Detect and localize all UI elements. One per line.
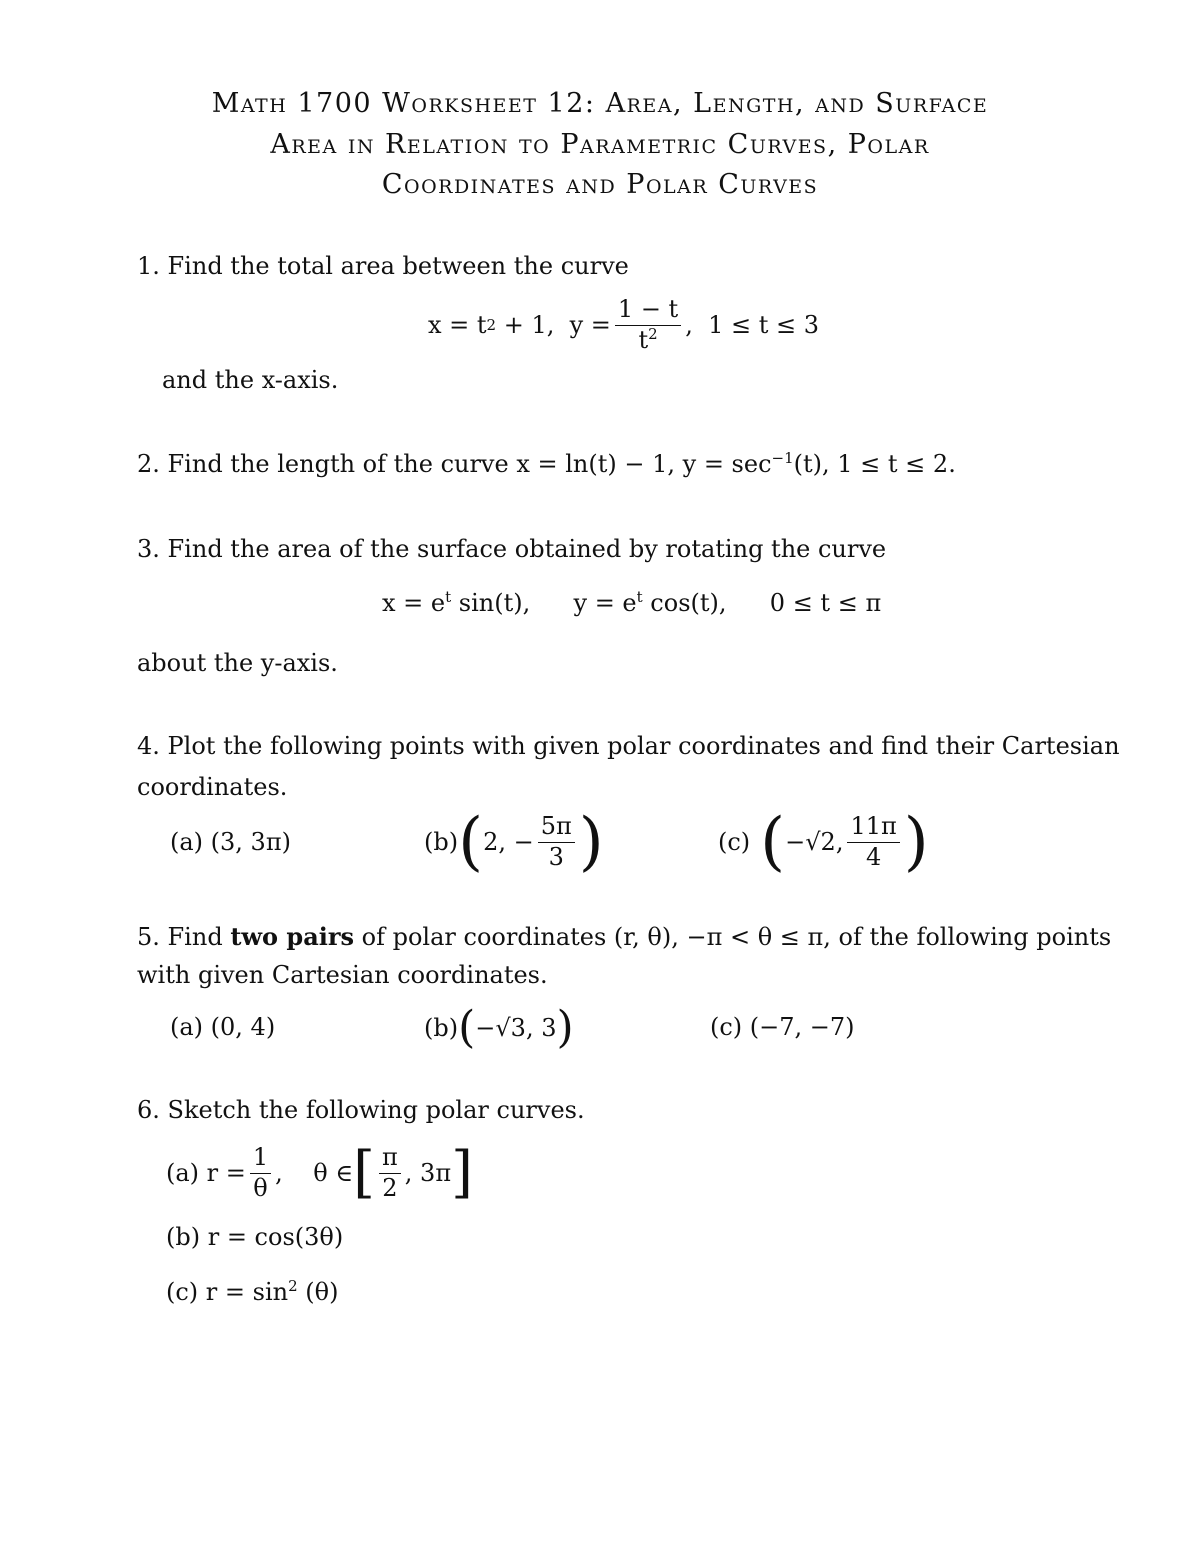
p6-a-int-den: 2 <box>382 1173 398 1202</box>
p6-a-mid: , θ ∈ <box>275 1159 354 1187</box>
p6-a-fraction <box>250 1145 271 1200</box>
p4-c-fraction <box>847 814 899 869</box>
p1-fraction <box>615 297 681 352</box>
p4-b-pre: 2, − <box>483 828 534 856</box>
p6-c-a: (c) r = sin <box>166 1278 289 1306</box>
p6-a-int-rest: , 3π <box>404 1159 452 1187</box>
p5-line1-b: of polar coordinates (r, θ), −π < θ ≤ π, of the following points <box>354 923 1112 951</box>
p6-a-rbracket: ] <box>451 1140 473 1205</box>
p4-c-pre: −√2, <box>785 828 844 856</box>
title-line-1: Math 1700 Worksheet 12: Area, Length, and Surface <box>211 88 989 119</box>
problem-6-part-c <box>166 1278 338 1306</box>
problem-5-line-2: with given Cartesian coordinates. <box>137 961 548 989</box>
p4-c-den: 4 <box>865 842 882 871</box>
p1-frac-den: t <box>638 325 649 354</box>
p4-c-label: (c) <box>718 828 751 856</box>
p6-c-b: (θ) <box>297 1278 339 1306</box>
p3-eq-t: 0 ≤ t ≤ π <box>769 589 882 617</box>
p3-eq-y: y = e <box>573 589 637 617</box>
p6-a-num: 1 <box>250 1145 271 1173</box>
p3-eq-x: x = e <box>382 589 446 617</box>
problem-3-equation <box>382 589 881 617</box>
problem-4-part-c <box>718 804 929 880</box>
p2-exp: −1 <box>771 449 794 467</box>
p5-b-rparen: ) <box>556 1002 574 1053</box>
p4-c-num: 11π <box>847 814 899 842</box>
p4-b-den: 3 <box>548 842 564 871</box>
problem-3-outro: about the y-axis. <box>137 649 338 677</box>
p2-text-a: 2. Find the length of the curve x = ln(t) − 1, y = sec <box>137 450 772 478</box>
p4-b-fraction <box>538 814 575 869</box>
problem-1-intro: 1. Find the total area between the curve <box>137 252 629 280</box>
worksheet-title <box>100 84 1100 206</box>
p6-a-int-fraction <box>379 1145 401 1200</box>
p5-line1-a: 5. Find <box>137 923 231 951</box>
p4-b-label: (b) <box>424 828 459 856</box>
problem-5-part-b <box>424 1002 574 1054</box>
p1-eq-b: + 1, y = <box>496 311 611 339</box>
problem-6-intro: 6. Sketch the following polar curves. <box>137 1096 585 1124</box>
p5-b-val: −√3, 3 <box>475 1014 557 1042</box>
p4-b-rparen: ) <box>578 805 604 879</box>
problem-4-line-2: coordinates. <box>137 773 288 801</box>
p3-eq-y-exp: t <box>636 588 643 606</box>
p1-eq-a: x = t <box>428 311 487 339</box>
problem-3-intro: 3. Find the area of the surface obtained by rotating the curve <box>137 535 887 563</box>
p6-a-int-num: π <box>379 1145 401 1173</box>
p1-frac-den-exp: 2 <box>648 324 658 343</box>
p5-b-label: (b) <box>424 1014 459 1042</box>
p6-a-pre: (a) r = <box>166 1159 246 1187</box>
p4-b-num: 5π <box>538 814 575 842</box>
problem-1-outro: and the x-axis. <box>162 366 339 394</box>
problem-1-equation: x = t 2 + 1, y = $\frac{1 - t}{t^2}$ , 1 ≤ t ≤ 3 <box>428 295 820 354</box>
p6-c-exp: 2 <box>288 1277 298 1295</box>
p6-a-den: θ <box>253 1173 268 1202</box>
problem-5-line-1 <box>137 922 1111 951</box>
title-line-3: Coordinates and Polar Curves <box>381 169 819 200</box>
problem-5-part-c: (c) (−7, −7) <box>710 1013 855 1041</box>
p5-line1-bold: two pairs <box>230 922 355 951</box>
p4-b-lparen: ( <box>458 805 484 879</box>
title-line-2: Area in Relation to Parametric Curves, Polar <box>270 128 930 160</box>
p3-eq-x-exp: t <box>445 588 452 606</box>
p2-text-b: (t), 1 ≤ t ≤ 2. <box>793 450 956 478</box>
p3-eq-x-rest: sin(t), <box>451 589 531 617</box>
p1-eq-c: , 1 ≤ t ≤ 3 <box>685 311 820 339</box>
p4-c-rparen: ) <box>903 805 929 879</box>
p3-eq-y-rest: cos(t), <box>642 589 727 617</box>
problem-5-part-a: (a) (0, 4) <box>170 1013 276 1041</box>
problem-2 <box>137 450 956 478</box>
p1-frac-num: 1 − t <box>615 297 681 325</box>
problem-6-part-b: (b) r = cos(3θ) <box>166 1223 344 1251</box>
problem-4-part-b <box>424 804 604 880</box>
p4-c-lparen: ( <box>760 805 786 879</box>
p6-a-lbracket: [ <box>353 1140 376 1205</box>
problem-4-part-a: (a) (3, 3π) <box>170 828 291 856</box>
problem-6-part-a <box>166 1138 473 1208</box>
p5-b-lparen: ( <box>458 1002 476 1053</box>
problem-4-line-1: 4. Plot the following points with given polar coordinates and find their Cartesian <box>137 732 1120 760</box>
